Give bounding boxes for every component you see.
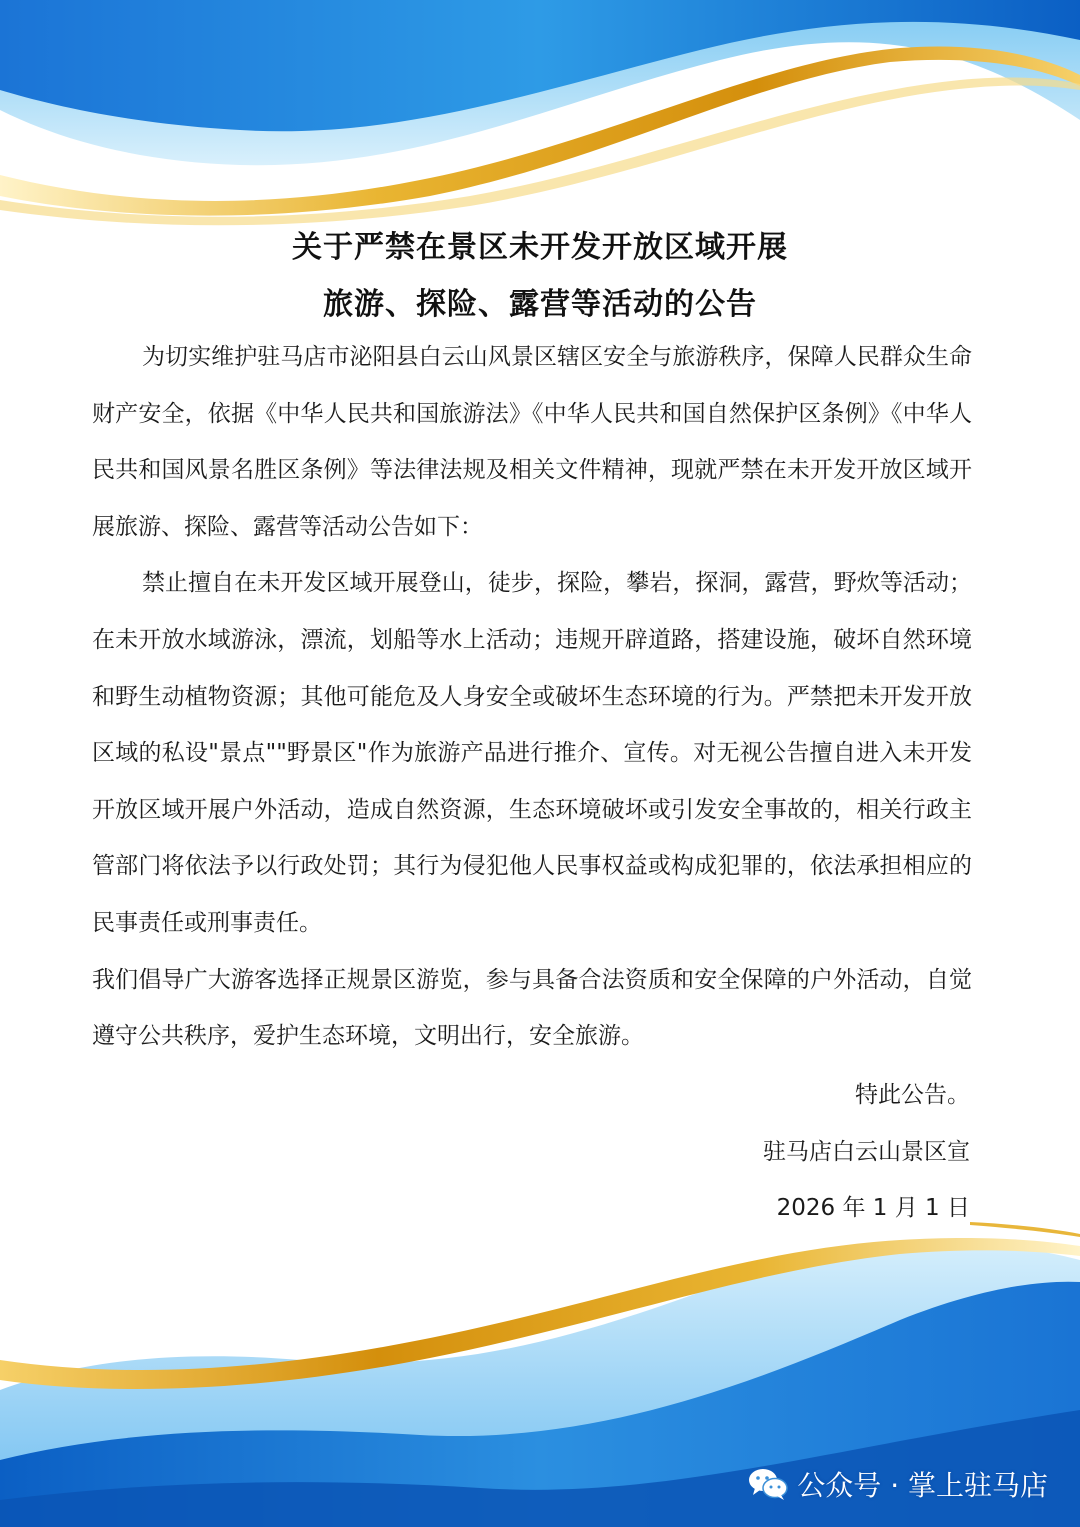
watermark-text: 公众号 · 掌上驻马店 (797, 1469, 1048, 1502)
top-wave-decoration (0, 0, 1080, 230)
account-watermark (747, 1464, 1048, 1504)
notice-body (92, 329, 972, 1065)
notice-title-line2: 旅游、探险、露营等活动的公告 (323, 287, 757, 322)
notice-paragraph: 禁止擅自在未开发区域开展登山，徒步，探险，攀岩，探洞，露营，野炊等活动；在未开放水域游泳，漂流，划船等水上活动；违规开辟道路，搭建设施，破坏自然环境和野生动植物资源；其他可能危及人身安全或破坏生态环境的行为。严禁把未开发开放区域的私设"景点""野景区"作为旅游产品进行推介、宣传。对无视公告擅自进入未开发开放区域开展户外活动，造成自然资源，生态环境破坏或引发安全事故的，相关行政主管部门将依法予以行政处罚；其行为侵犯他人民事权益或构成犯罪的，依法承担相应的民事责任或刑事责任。 (92, 570, 972, 936)
wechat-icon (747, 1466, 789, 1502)
issue-date: 2026 年 1 月 1 日 (776, 1195, 970, 1221)
notice-paragraph: 为切实维护驻马店市泌阳县白云山风景区辖区安全与旅游秩序，保障人民群众生命财产安全，依据《中华人民共和国旅游法》《中华人民共和国自然保护区条例》《中华人民共和国风景名胜区条例》等法律法规及相关文件精神，现就严禁在未开发开放区域开展旅游、探险、露营等活动公告如下： (92, 344, 972, 540)
notice-title-line1: 关于严禁在景区未开发开放区域开展 (292, 230, 788, 265)
issuer-name: 驻马店白云山景区宣 (763, 1139, 970, 1165)
closing-text: 特此公告。 (855, 1082, 970, 1108)
notice-paragraph: 我们倡导广大游客选择正规景区游览，参与具备合法资质和安全保障的户外活动，自觉遵守公共秩序，爱护生态环境，文明出行，安全旅游。 (92, 966, 972, 1050)
